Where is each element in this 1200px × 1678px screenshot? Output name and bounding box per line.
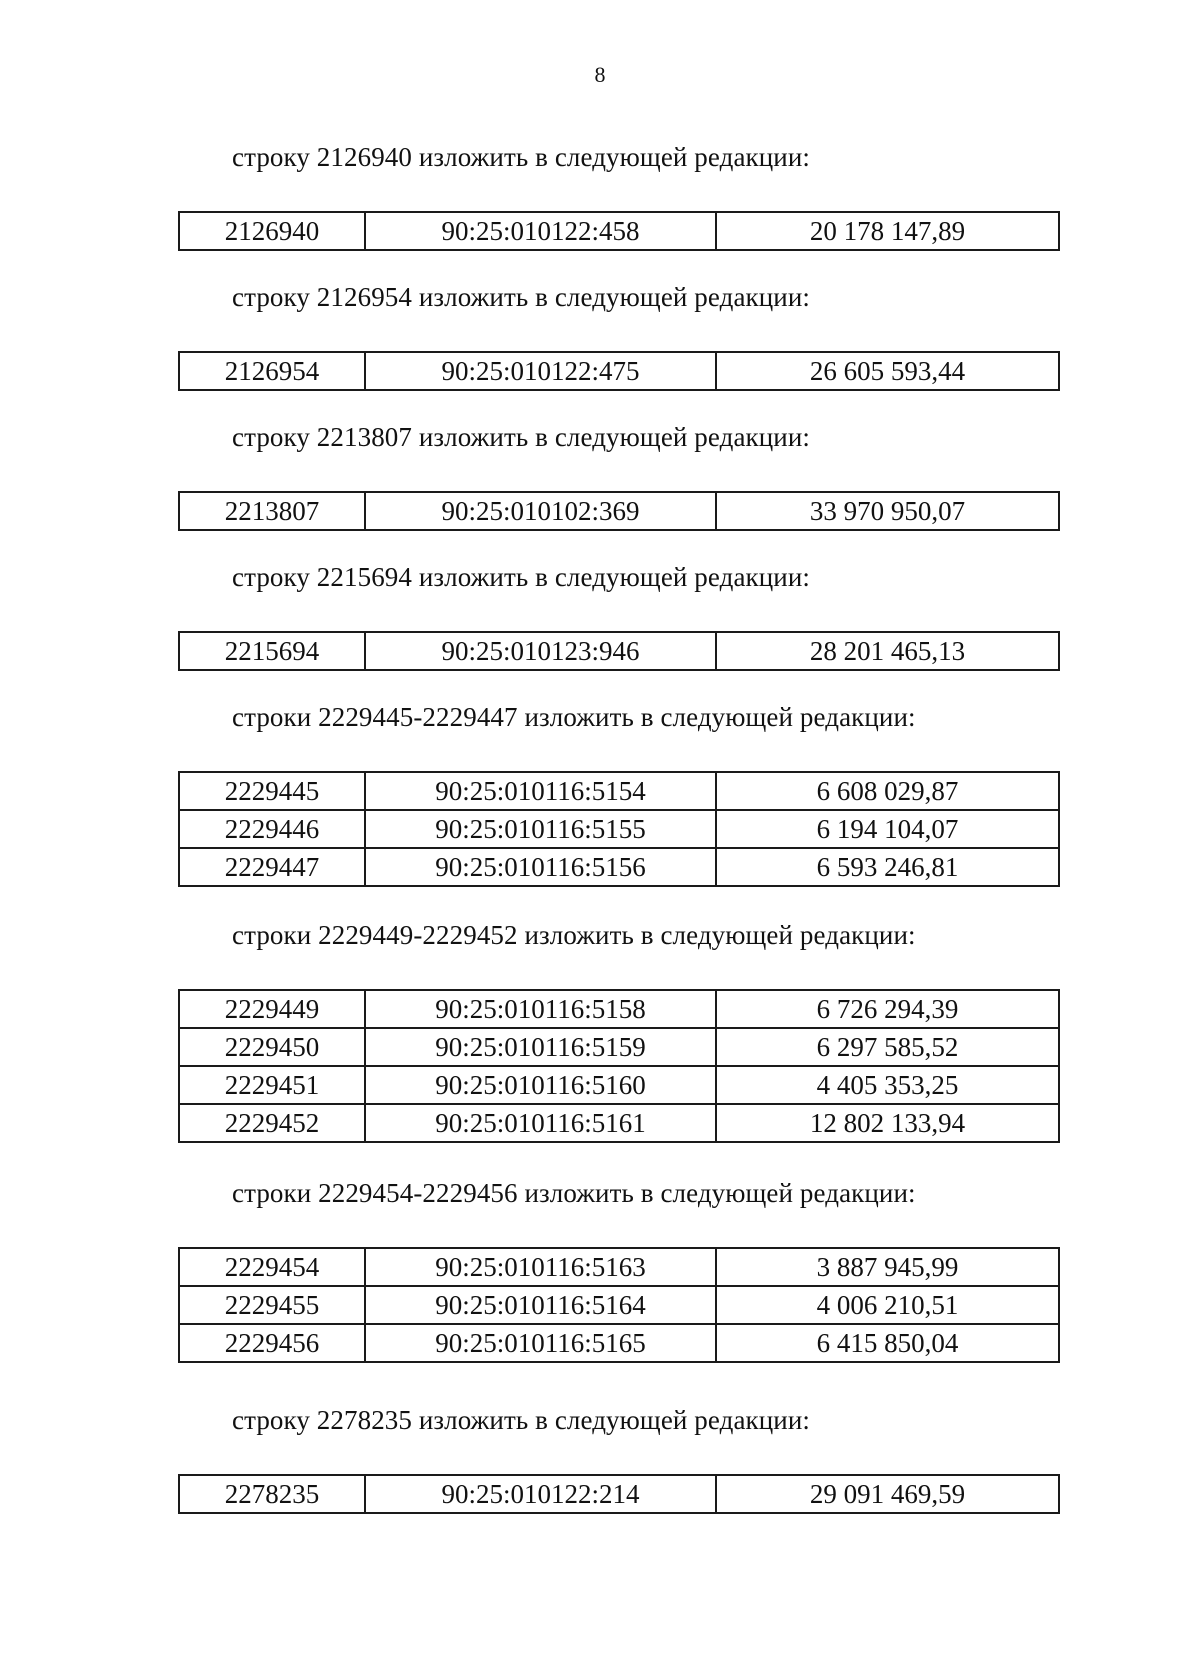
table-row [179, 1286, 1059, 1324]
table-row [179, 1066, 1059, 1104]
amendment-intro: строку 2215694 изложить в следующей редакции: [232, 562, 811, 592]
row-id-cell: 2229451 [179, 1066, 365, 1104]
table-row [179, 492, 1059, 530]
cadastral-number-cell: 90:25:010116:5155 [365, 810, 716, 848]
cadastral-value-cell: 4 006 210,51 [716, 1286, 1059, 1324]
amendment-table [178, 631, 1060, 671]
amendment-table [178, 491, 1060, 531]
row-id-cell: 2213807 [179, 492, 365, 530]
cadastral-number-cell: 90:25:010116:5156 [365, 848, 716, 886]
cadastral-number-cell: 90:25:010116:5159 [365, 1028, 716, 1066]
table-row [179, 990, 1059, 1028]
cadastral-number-cell: 90:25:010122:475 [365, 352, 716, 390]
table-row [179, 810, 1059, 848]
page-number: 8 [594, 62, 606, 87]
amendment-intro: строку 2126954 изложить в следующей редакции: [232, 282, 811, 312]
table-row [179, 212, 1059, 250]
row-id-cell: 2229456 [179, 1324, 365, 1362]
cadastral-value-cell: 6 297 585,52 [716, 1028, 1059, 1066]
cadastral-value-cell: 6 415 850,04 [716, 1324, 1059, 1362]
amendment-intro: строку 2126940 изложить в следующей редакции: [232, 142, 811, 172]
amendment-table [178, 989, 1060, 1143]
row-id-cell: 2126954 [179, 352, 365, 390]
table-row [179, 1104, 1059, 1142]
cadastral-value-cell: 6 593 246,81 [716, 848, 1059, 886]
cadastral-value-cell: 33 970 950,07 [716, 492, 1059, 530]
cadastral-number-cell: 90:25:010116:5160 [365, 1066, 716, 1104]
cadastral-number-cell: 90:25:010116:5165 [365, 1324, 716, 1362]
table-row [179, 632, 1059, 670]
cadastral-number-cell: 90:25:010122:458 [365, 212, 716, 250]
row-id-cell: 2229452 [179, 1104, 365, 1142]
row-id-cell: 2229449 [179, 990, 365, 1028]
table-row [179, 1324, 1059, 1362]
cadastral-number-cell: 90:25:010122:214 [365, 1475, 716, 1513]
cadastral-value-cell: 6 194 104,07 [716, 810, 1059, 848]
amendment-table [178, 351, 1060, 391]
row-id-cell: 2229447 [179, 848, 365, 886]
cadastral-number-cell: 90:25:010102:369 [365, 492, 716, 530]
amendment-table [178, 211, 1060, 251]
table-row [179, 772, 1059, 810]
amendment-intro: строки 2229454-2229456 изложить в следующей редакции: [232, 1178, 916, 1208]
amendment-intro: строки 2229445-2229447 изложить в следующей редакции: [232, 702, 916, 732]
cadastral-number-cell: 90:25:010116:5158 [365, 990, 716, 1028]
cadastral-value-cell: 28 201 465,13 [716, 632, 1059, 670]
table-row [179, 1028, 1059, 1066]
amendment-table [178, 771, 1060, 887]
cadastral-value-cell: 26 605 593,44 [716, 352, 1059, 390]
cadastral-value-cell: 20 178 147,89 [716, 212, 1059, 250]
row-id-cell: 2278235 [179, 1475, 365, 1513]
table-row [179, 352, 1059, 390]
cadastral-number-cell: 90:25:010116:5154 [365, 772, 716, 810]
row-id-cell: 2215694 [179, 632, 365, 670]
amendment-intro: строки 2229449-2229452 изложить в следующей редакции: [232, 920, 916, 950]
cadastral-number-cell: 90:25:010116:5163 [365, 1248, 716, 1286]
cadastral-value-cell: 4 405 353,25 [716, 1066, 1059, 1104]
row-id-cell: 2229445 [179, 772, 365, 810]
table-row [179, 1248, 1059, 1286]
cadastral-value-cell: 3 887 945,99 [716, 1248, 1059, 1286]
cadastral-number-cell: 90:25:010116:5161 [365, 1104, 716, 1142]
row-id-cell: 2126940 [179, 212, 365, 250]
cadastral-value-cell: 12 802 133,94 [716, 1104, 1059, 1142]
amendment-table [178, 1474, 1060, 1514]
amendment-intro: строку 2213807 изложить в следующей редакции: [232, 422, 811, 452]
cadastral-value-cell: 6 608 029,87 [716, 772, 1059, 810]
row-id-cell: 2229454 [179, 1248, 365, 1286]
row-id-cell: 2229446 [179, 810, 365, 848]
amendment-table [178, 1247, 1060, 1363]
table-row [179, 1475, 1059, 1513]
row-id-cell: 2229450 [179, 1028, 365, 1066]
cadastral-number-cell: 90:25:010123:946 [365, 632, 716, 670]
amendment-intro: строку 2278235 изложить в следующей редакции: [232, 1405, 811, 1435]
cadastral-value-cell: 29 091 469,59 [716, 1475, 1059, 1513]
row-id-cell: 2229455 [179, 1286, 365, 1324]
cadastral-number-cell: 90:25:010116:5164 [365, 1286, 716, 1324]
table-row [179, 848, 1059, 886]
cadastral-value-cell: 6 726 294,39 [716, 990, 1059, 1028]
